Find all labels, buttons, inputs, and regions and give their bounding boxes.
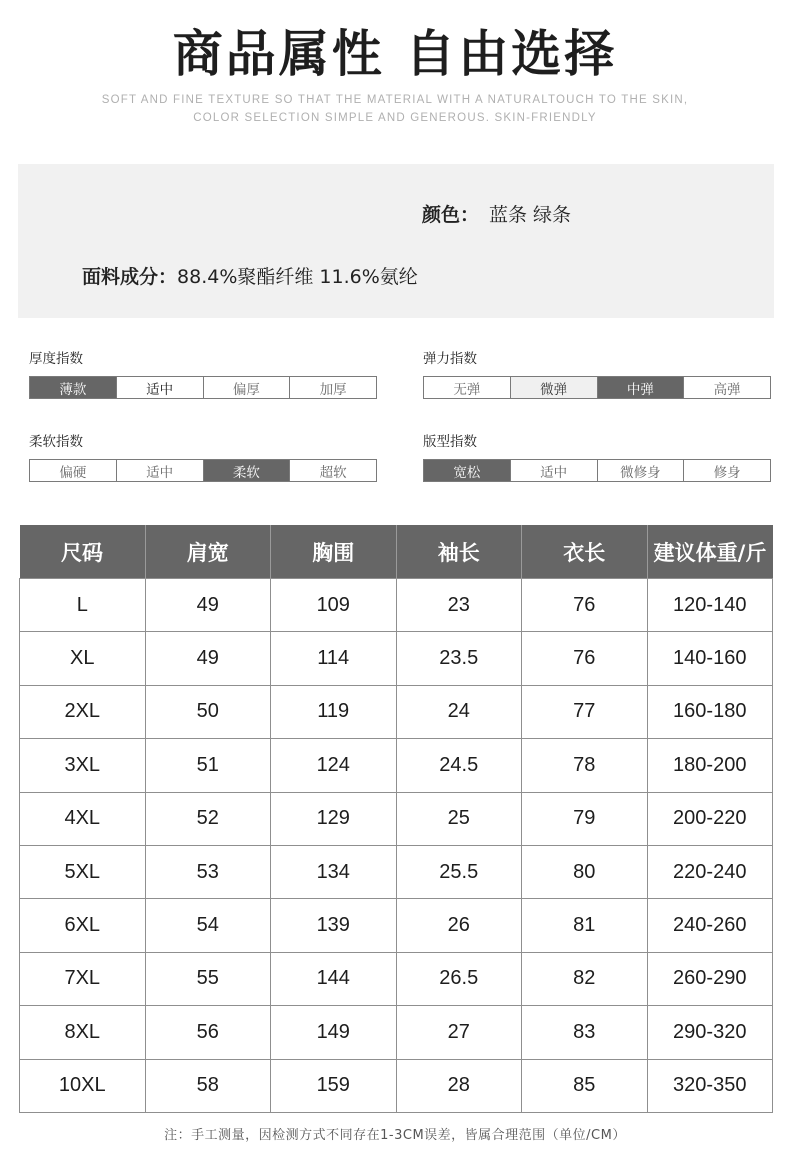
table-row xyxy=(20,1059,773,1112)
table-cell: 114 xyxy=(271,632,397,685)
fit-option-loose: 宽松 xyxy=(424,460,510,481)
softness-option-super-soft: 超软 xyxy=(289,460,376,481)
table-cell: 5XL xyxy=(20,845,146,898)
header-weight: 建议体重/斤 xyxy=(647,525,773,579)
elasticity-option-high: 高弹 xyxy=(683,377,770,398)
size-table xyxy=(19,525,773,1113)
header-chest: 胸围 xyxy=(271,525,397,579)
softness-index-title: 柔软指数 xyxy=(29,434,83,450)
table-cell: 79 xyxy=(522,792,648,845)
fit-option-regular: 适中 xyxy=(510,460,597,481)
fit-option-slight-slim: 微修身 xyxy=(597,460,684,481)
table-cell: 109 xyxy=(271,579,397,632)
color-label: 颜色： xyxy=(422,204,480,226)
table-cell: 140-160 xyxy=(647,632,773,685)
elasticity-option-slight: 微弹 xyxy=(510,377,597,398)
header-length: 衣长 xyxy=(522,525,648,579)
table-cell: 8XL xyxy=(20,1006,146,1059)
header-shoulder: 肩宽 xyxy=(145,525,271,579)
table-cell: 26.5 xyxy=(396,952,522,1005)
table-cell: 144 xyxy=(271,952,397,1005)
header-sleeve: 袖长 xyxy=(396,525,522,579)
table-cell: 7XL xyxy=(20,952,146,1005)
thickness-option-thin: 薄款 xyxy=(30,377,116,398)
table-cell: 139 xyxy=(271,899,397,952)
table-cell: 119 xyxy=(271,685,397,738)
table-cell: 28 xyxy=(396,1059,522,1112)
product-info-panel xyxy=(18,164,774,318)
subtitle-line-2: COLOR SELECTION SIMPLE AND GENEROUS. SKIN-FRIENDLY xyxy=(193,112,597,124)
table-cell: 23.5 xyxy=(396,632,522,685)
table-cell: 24 xyxy=(396,685,522,738)
table-cell: 83 xyxy=(522,1006,648,1059)
table-cell: 149 xyxy=(271,1006,397,1059)
table-cell: 180-200 xyxy=(647,739,773,792)
table-cell: 49 xyxy=(145,579,271,632)
table-cell: 3XL xyxy=(20,739,146,792)
table-cell: 260-290 xyxy=(647,952,773,1005)
table-cell: 78 xyxy=(522,739,648,792)
table-cell: 80 xyxy=(522,845,648,898)
page-title: 商品属性 自由选择 xyxy=(172,25,618,83)
table-cell: 129 xyxy=(271,792,397,845)
table-cell: 52 xyxy=(145,792,271,845)
thickness-option-thick: 加厚 xyxy=(289,377,376,398)
table-cell: 220-240 xyxy=(647,845,773,898)
table-cell: XL xyxy=(20,632,146,685)
table-cell: 159 xyxy=(271,1059,397,1112)
table-cell: 51 xyxy=(145,739,271,792)
elasticity-option-medium: 中弹 xyxy=(597,377,684,398)
table-cell: 55 xyxy=(145,952,271,1005)
table-cell: 85 xyxy=(522,1059,648,1112)
table-cell: 124 xyxy=(271,739,397,792)
table-cell: 240-260 xyxy=(647,899,773,952)
table-row xyxy=(20,579,773,632)
table-row xyxy=(20,739,773,792)
fit-index-bar xyxy=(423,459,771,482)
thickness-index-bar xyxy=(29,376,377,399)
table-row xyxy=(20,685,773,738)
table-cell: 76 xyxy=(522,632,648,685)
subtitle-line-1: SOFT AND FINE TEXTURE SO THAT THE MATERIAL WITH A NATURALTOUCH TO THE SKIN, xyxy=(101,94,689,106)
table-cell: 4XL xyxy=(20,792,146,845)
table-row xyxy=(20,899,773,952)
table-cell: 58 xyxy=(145,1059,271,1112)
table-cell: 25.5 xyxy=(396,845,522,898)
fit-index-title: 版型指数 xyxy=(423,434,477,450)
table-cell: 290-320 xyxy=(647,1006,773,1059)
elasticity-index-title: 弹力指数 xyxy=(423,351,477,367)
elasticity-option-none: 无弹 xyxy=(424,377,510,398)
table-cell: 10XL xyxy=(20,1059,146,1112)
color-row xyxy=(422,200,571,227)
table-cell: 2XL xyxy=(20,685,146,738)
table-cell: 25 xyxy=(396,792,522,845)
table-cell: 120-140 xyxy=(647,579,773,632)
elasticity-index-bar xyxy=(423,376,771,399)
table-cell: 82 xyxy=(522,952,648,1005)
color-value: 蓝条 绿条 xyxy=(489,204,572,226)
measurement-note: 注：手工测量，因检测方式不同存在1-3CM误差，皆属合理范围（单位/CM） xyxy=(164,1128,626,1143)
table-cell: 134 xyxy=(271,845,397,898)
table-cell: 76 xyxy=(522,579,648,632)
table-cell: 27 xyxy=(396,1006,522,1059)
fabric-value: 88.4%聚酯纤维 11.6%氨纶 xyxy=(177,266,418,288)
thickness-index-title: 厚度指数 xyxy=(29,351,83,367)
softness-index-bar xyxy=(29,459,377,482)
table-cell: 50 xyxy=(145,685,271,738)
fabric-label: 面料成分： xyxy=(82,266,178,288)
table-cell: 26 xyxy=(396,899,522,952)
thickness-option-thickish: 偏厚 xyxy=(203,377,290,398)
table-row xyxy=(20,792,773,845)
table-row xyxy=(20,845,773,898)
table-cell: L xyxy=(20,579,146,632)
table-cell: 81 xyxy=(522,899,648,952)
table-cell: 23 xyxy=(396,579,522,632)
header-size: 尺码 xyxy=(20,525,146,579)
table-cell: 56 xyxy=(145,1006,271,1059)
softness-option-medium: 适中 xyxy=(116,460,203,481)
table-cell: 6XL xyxy=(20,899,146,952)
size-table-header-row xyxy=(20,525,773,579)
table-cell: 24.5 xyxy=(396,739,522,792)
table-cell: 200-220 xyxy=(647,792,773,845)
thickness-option-medium: 适中 xyxy=(116,377,203,398)
table-cell: 77 xyxy=(522,685,648,738)
table-row xyxy=(20,1006,773,1059)
table-cell: 320-350 xyxy=(647,1059,773,1112)
table-cell: 53 xyxy=(145,845,271,898)
table-row xyxy=(20,952,773,1005)
table-cell: 54 xyxy=(145,899,271,952)
table-row xyxy=(20,632,773,685)
softness-option-soft: 柔软 xyxy=(203,460,290,481)
fabric-row xyxy=(82,262,418,289)
table-cell: 160-180 xyxy=(647,685,773,738)
table-cell: 49 xyxy=(145,632,271,685)
softness-option-hard: 偏硬 xyxy=(30,460,116,481)
fit-option-slim: 修身 xyxy=(683,460,770,481)
